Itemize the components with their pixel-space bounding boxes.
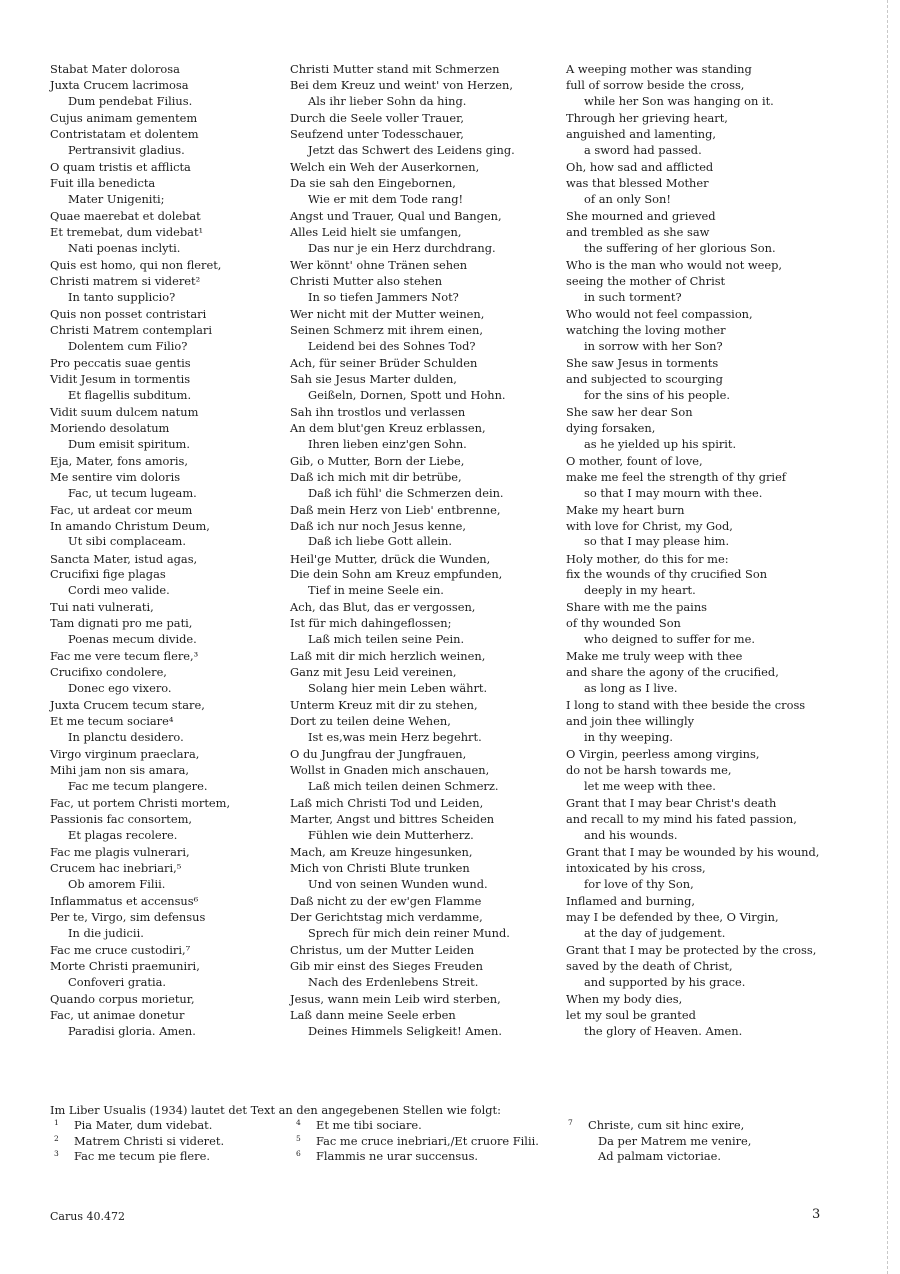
footnote-column-1 [54, 1118, 224, 1164]
latin-stanza [50, 62, 278, 110]
german-verse-line: Christi Mutter also stehen [290, 273, 443, 288]
german-verse-line: Ist es,was mein Herz begehrt. [308, 730, 482, 745]
english-verse-line: in sorrow with her Son? [584, 338, 723, 353]
english-stanza [566, 503, 866, 551]
german-verse-line: Solang hier mein Leben währt. [308, 681, 488, 696]
english-verse-line: so that I may mourn with thee. [584, 485, 763, 500]
english-verse-line: Inflamed and burning, [566, 894, 696, 909]
english-verse-line: deeply in my heart. [584, 583, 696, 598]
german-verse-line: Welch ein Weh der Auserkornen, [290, 159, 480, 174]
english-verse-line: fix the wounds of thy crucified Son [566, 567, 768, 582]
latin-verse-line: Quae maerebat et dolebat [50, 208, 201, 223]
latin-verse-line: Fuit illa benedicta [50, 175, 156, 190]
english-stanza [566, 600, 866, 648]
german-verse-line: Der Gerichtstag mich verdamme, [290, 910, 483, 925]
latin-verse-line: Et me tecum sociare⁴ [50, 714, 174, 729]
german-verse-line: Nach des Erdenlebens Streit. [308, 975, 479, 990]
english-verse-line: and share the agony of the crucified, [566, 665, 779, 680]
english-verse-line: seeing the mother of Christ [566, 273, 726, 288]
english-stanza [566, 307, 866, 355]
english-stanza [566, 405, 866, 453]
english-verse-line: at the day of judgement. [584, 926, 726, 941]
german-verse-line: Mach, am Kreuze hingesunken, [290, 845, 473, 860]
latin-verse-line: Donec ego vixero. [68, 681, 172, 696]
english-verse-line: Who is the man who would not weep, [566, 257, 783, 272]
latin-verse-line: Moriendo desolatum [50, 420, 170, 435]
english-verse-line: while her Son was hanging on it. [584, 93, 774, 108]
footnote-text: Fac me tecum pie flere. [74, 1149, 210, 1164]
latin-verse-line: Tui nati vulnerati, [50, 600, 154, 615]
footnote [54, 1118, 224, 1133]
german-verse-line: Gib mir einst des Sieges Freuden [290, 959, 483, 974]
english-verse-line: may I be defended by thee, O Virgin, [566, 910, 779, 925]
german-verse-line: Alles Leid hielt sie umfangen, [290, 224, 462, 239]
latin-verse-line: Et flagellis subditum. [68, 387, 192, 402]
footnotes-intro: Im Liber Usualis (1934) lautet det Text an den angegebenen Stellen wie folgt: [50, 1103, 501, 1117]
footnote [296, 1134, 539, 1149]
german-stanza [290, 307, 552, 355]
english-verse-line: so that I may please him. [584, 534, 730, 549]
latin-verse-line: Cujus animam gementem [50, 110, 198, 125]
german-stanza [290, 845, 552, 893]
english-verse-line: and subjected to scourging [566, 371, 723, 386]
english-verse-line: who deigned to suffer for me. [584, 632, 755, 647]
german-text-column [290, 62, 552, 1041]
english-verse-line: intoxicated by his cross, [566, 861, 706, 876]
german-verse-line: Sah sie Jesus Marter dulden, [290, 371, 457, 386]
latin-stanza [50, 258, 278, 306]
english-verse-line: Grant that I may be protected by the cross, [566, 943, 817, 958]
latin-verse-line: Juxta Crucem lacrimosa [50, 77, 189, 92]
german-verse-line: Dort zu teilen deine Wehen, [290, 714, 451, 729]
footnote-column-2 [296, 1118, 539, 1164]
german-verse-line: Ach, für seiner Brüder Schulden [290, 355, 478, 370]
german-verse-line: Leidend bei des Sohnes Tod? [308, 338, 476, 353]
footnote-number: 4 [296, 1118, 301, 1128]
latin-verse-line: In planctu desidero. [68, 730, 184, 745]
english-stanza [566, 894, 866, 942]
latin-verse-line: Cordi meo valide. [68, 583, 170, 598]
german-verse-line: Wer könnt' ohne Tränen sehen [290, 257, 468, 272]
german-verse-line: Daß ich liebe Gott allein. [308, 534, 452, 549]
latin-verse-line: Confoveri gratia. [68, 975, 167, 990]
latin-verse-line: In die judicii. [68, 926, 144, 941]
latin-verse-line: Dum pendebat Filius. [68, 93, 193, 108]
english-verse-line: and his wounds. [584, 828, 678, 843]
english-verse-line: was that blessed Mother [566, 175, 709, 190]
latin-verse-line: Poenas mecum divide. [68, 632, 197, 647]
latin-verse-line: Fac, ut tecum lugeam. [68, 485, 197, 500]
latin-verse-line: Passionis fac consortem, [50, 812, 193, 827]
latin-verse-line: Dolentem cum Filio? [68, 338, 188, 353]
latin-verse-line: Crucem hac inebriari,⁵ [50, 861, 182, 876]
english-verse-line: saved by the death of Christ, [566, 959, 733, 974]
german-verse-line: Mich von Christi Blute trunken [290, 861, 470, 876]
latin-verse-line: Vidit Jesum in tormentis [50, 371, 191, 386]
latin-verse-line: Fac me tecum plangere. [68, 779, 208, 794]
german-verse-line: Marter, Angst und bittres Scheiden [290, 812, 495, 827]
english-verse-line: Holy mother, do this for me: [566, 551, 729, 566]
footnote-number: 3 [54, 1149, 59, 1159]
latin-verse-line: Virgo virginum praeclara, [50, 747, 200, 762]
german-stanza [290, 747, 552, 795]
german-verse-line: Da sie sah den Eingebornen, [290, 175, 456, 190]
german-stanza [290, 160, 552, 208]
german-verse-line: Wollst in Gnaden mich anschauen, [290, 763, 490, 778]
latin-verse-line: Christi matrem si videret² [50, 273, 201, 288]
english-verse-line: in thy weeping. [584, 730, 673, 745]
german-verse-line: Und von seinen Wunden wund. [308, 877, 488, 892]
english-verse-line: a sword had passed. [584, 142, 702, 157]
page-number: 3 [812, 1207, 821, 1222]
latin-stanza [50, 992, 278, 1040]
latin-stanza [50, 600, 278, 648]
english-stanza [566, 698, 866, 746]
german-verse-line: Unterm Kreuz mit dir zu stehen, [290, 698, 478, 713]
german-verse-line: Ihren lieben einz'gen Sohn. [308, 436, 467, 451]
german-verse-line: Daß mein Herz von Lieb' entbrenne, [290, 502, 501, 517]
latin-verse-line: Mater Unigeniti; [68, 191, 165, 206]
latin-stanza [50, 796, 278, 844]
footnote-continuation: Ad palmam victoriae. [598, 1149, 722, 1164]
latin-verse-line: Fac, ut portem Christi mortem, [50, 796, 231, 811]
english-verse-line: When my body dies, [566, 992, 683, 1007]
latin-stanza [50, 307, 278, 355]
english-verse-line: of thy wounded Son [566, 616, 681, 631]
latin-verse-line: O quam tristis et afflicta [50, 159, 191, 174]
latin-verse-line: Vidit suum dulcem natum [50, 404, 199, 419]
english-verse-line: I long to stand with thee beside the cross [566, 698, 806, 713]
german-verse-line: Laß mich teilen seine Pein. [308, 632, 465, 647]
english-verse-line: Share with me the pains [566, 600, 708, 615]
footnote-number: 5 [296, 1133, 301, 1143]
german-verse-line: Das nur je ein Herz durchdrang. [308, 240, 496, 255]
english-stanza [566, 454, 866, 502]
latin-verse-line: Quando corpus morietur, [50, 992, 195, 1007]
german-verse-line: Sprech für mich dein reiner Mund. [308, 926, 510, 941]
latin-stanza [50, 209, 278, 257]
latin-verse-line: Quis non posset contristari [50, 306, 207, 321]
german-stanza [290, 111, 552, 159]
english-stanza [566, 747, 866, 795]
english-verse-line: She mourned and grieved [566, 208, 716, 223]
latin-stanza [50, 845, 278, 893]
latin-stanza [50, 747, 278, 795]
footnote-number: 6 [296, 1149, 301, 1159]
english-verse-line: the suffering of her glorious Son. [584, 240, 776, 255]
german-verse-line: Laß mich Christi Tod und Leiden, [290, 796, 484, 811]
latin-verse-line: Paradisi gloria. Amen. [68, 1024, 196, 1039]
latin-stanza [50, 552, 278, 600]
german-verse-line: O du Jungfrau der Jungfrauen, [290, 747, 467, 762]
german-verse-line: Laß dann meine Seele erben [290, 1008, 456, 1023]
english-verse-line: anguished and lamenting, [566, 126, 717, 141]
latin-verse-line: Quis est homo, qui non fleret, [50, 257, 222, 272]
english-stanza [566, 552, 866, 600]
german-stanza [290, 552, 552, 600]
english-verse-line: in such torment? [584, 289, 682, 304]
german-stanza [290, 894, 552, 942]
footnote-text: Christe, cum sit hinc exire, [588, 1118, 745, 1133]
footnotes-grid [50, 1118, 850, 1166]
latin-verse-line: Christi Matrem contemplari [50, 322, 212, 337]
footnote-text: Pia Mater, dum videbat. [74, 1118, 213, 1133]
german-stanza [290, 405, 552, 453]
german-verse-line: Ach, das Blut, das er vergossen, [290, 600, 476, 615]
latin-verse-line: Inflammatus et accensus⁶ [50, 894, 199, 909]
english-stanza [566, 943, 866, 991]
footnote [296, 1118, 539, 1133]
english-stanza [566, 160, 866, 208]
latin-verse-line: Nati poenas inclyti. [68, 240, 181, 255]
english-verse-line: for the sins of his people. [584, 387, 731, 402]
footnote-number: 1 [54, 1118, 59, 1128]
latin-text-column [50, 62, 278, 1041]
latin-verse-line: Fac me vere tecum flere,³ [50, 649, 199, 664]
english-stanza [566, 356, 866, 404]
german-verse-line: Durch die Seele voller Trauer, [290, 110, 464, 125]
german-stanza [290, 698, 552, 746]
german-stanza [290, 992, 552, 1040]
footnote-column-3 [568, 1118, 751, 1164]
german-verse-line: Daß ich fühl' die Schmerzen dein. [308, 485, 504, 500]
english-verse-line: the glory of Heaven. Amen. [584, 1024, 743, 1039]
german-verse-line: Daß ich mich mit dir betrübe, [290, 469, 462, 484]
german-verse-line: Jesus, wann mein Leib wird sterben, [290, 992, 501, 1007]
english-verse-line: let my soul be granted [566, 1008, 696, 1023]
footnote [568, 1118, 751, 1133]
latin-stanza [50, 454, 278, 502]
latin-verse-line: Ut sibi complaceam. [68, 534, 186, 549]
german-verse-line: Daß ich nur noch Jesus kenne, [290, 518, 467, 533]
german-verse-line: Tief in meine Seele ein. [308, 583, 444, 598]
latin-verse-line: Stabat Mater dolorosa [50, 62, 180, 76]
english-verse-line: and join thee willingly [566, 714, 695, 729]
german-verse-line: Seufzend unter Todesschauer, [290, 126, 464, 141]
latin-verse-line: Contristatam et dolentem [50, 126, 199, 141]
english-stanza [566, 992, 866, 1040]
latin-verse-line: Tam dignati pro me pati, [50, 616, 193, 631]
latin-verse-line: In tanto supplicio? [68, 289, 176, 304]
german-verse-line: Ist für mich dahingeflossen; [290, 616, 452, 631]
english-verse-line: O Virgin, peerless among virgins, [566, 747, 760, 762]
german-verse-line: Ganz mit Jesu Leid vereinen, [290, 665, 457, 680]
footnote-number: 7 [568, 1118, 573, 1128]
latin-stanza [50, 894, 278, 942]
latin-verse-line: Crucifixo condolere, [50, 665, 167, 680]
german-stanza [290, 796, 552, 844]
latin-verse-line: Dum emisit spiritum. [68, 436, 190, 451]
english-verse-line: and supported by his grace. [584, 975, 746, 990]
english-verse-line: dying forsaken, [566, 420, 656, 435]
german-verse-line: Christus, um der Mutter Leiden [290, 943, 475, 958]
german-verse-line: In so tiefen Jammers Not? [308, 289, 459, 304]
latin-stanza [50, 111, 278, 159]
english-verse-line: as long as I live. [584, 681, 678, 696]
english-verse-line: She saw Jesus in torments [566, 355, 719, 370]
english-verse-line: Oh, how sad and afflicted [566, 159, 714, 174]
german-stanza [290, 649, 552, 697]
german-verse-line: An dem blut'gen Kreuz erblassen, [290, 420, 486, 435]
latin-stanza [50, 405, 278, 453]
german-stanza [290, 209, 552, 257]
latin-verse-line: Fac, ut animae donetur [50, 1008, 185, 1023]
german-verse-line: Daß nicht zu der ew'gen Flamme [290, 894, 482, 909]
latin-stanza [50, 503, 278, 551]
english-verse-line: as he yielded up his spirit. [584, 436, 737, 451]
latin-verse-line: Per te, Virgo, sim defensus [50, 910, 206, 925]
latin-stanza [50, 160, 278, 208]
footnote [296, 1149, 539, 1164]
english-verse-line: and trembled as she saw [566, 224, 710, 239]
english-verse-line: let me weep with thee. [584, 779, 716, 794]
footnote-number: 2 [54, 1133, 59, 1143]
catalog-number: Carus 40.472 [50, 1210, 125, 1223]
german-stanza [290, 356, 552, 404]
german-verse-line: Geißeln, Dornen, Spott und Hohn. [308, 387, 506, 402]
german-verse-line: Laß mit dir mich herzlich weinen, [290, 649, 486, 664]
german-verse-line: Fühlen wie dein Mutterherz. [308, 828, 474, 843]
english-verse-line: Who would not feel compassion, [566, 306, 753, 321]
footnote-continuation: Da per Matrem me venire, [598, 1133, 752, 1148]
german-verse-line: Laß mich teilen deinen Schmerz. [308, 779, 499, 794]
german-stanza [290, 503, 552, 551]
latin-stanza [50, 356, 278, 404]
footnote-text: Matrem Christi si videret. [74, 1133, 225, 1148]
english-stanza [566, 796, 866, 844]
english-verse-line: full of sorrow beside the cross, [566, 77, 745, 92]
german-verse-line: Angst und Trauer, Qual und Bangen, [290, 208, 502, 223]
latin-verse-line: Crucifixi fige plagas [50, 567, 166, 582]
latin-verse-line: Fac me cruce custodiri,⁷ [50, 943, 191, 958]
english-stanza [566, 209, 866, 257]
german-stanza [290, 62, 552, 110]
german-verse-line: Wer nicht mit der Mutter weinen, [290, 306, 485, 321]
english-stanza [566, 62, 866, 110]
english-verse-line: Make me truly weep with thee [566, 649, 743, 664]
latin-stanza [50, 649, 278, 697]
english-verse-line: A weeping mother was standing [566, 62, 752, 76]
german-verse-line: Jetzt das Schwert des Leidens ging. [308, 142, 515, 157]
english-stanza [566, 258, 866, 306]
english-verse-line: of an only Son! [584, 191, 671, 206]
latin-verse-line: Eja, Mater, fons amoris, [50, 453, 188, 468]
footnotes [50, 1103, 850, 1166]
german-stanza [290, 943, 552, 991]
english-verse-line: Through her grieving heart, [566, 110, 728, 125]
english-verse-line: for love of thy Son, [584, 877, 694, 892]
latin-verse-line: Me sentire vim doloris [50, 469, 181, 484]
latin-verse-line: Mihi jam non sis amara, [50, 763, 189, 778]
latin-verse-line: Fac, ut ardeat cor meum [50, 502, 193, 517]
footnote-text: Et me tibi sociare. [316, 1118, 422, 1133]
german-verse-line: Heil'ge Mutter, drück die Wunden, [290, 551, 491, 566]
german-verse-line: Gib, o Mutter, Born der Liebe, [290, 453, 465, 468]
latin-stanza [50, 943, 278, 991]
german-verse-line: Bei dem Kreuz und weint' von Herzen, [290, 77, 513, 92]
footnote [54, 1134, 224, 1149]
footnote-text: Fac me cruce inebriari,/Et cruore Filii. [316, 1133, 539, 1148]
latin-verse-line: Sancta Mater, istud agas, [50, 551, 198, 566]
latin-verse-line: Pertransivit gladius. [68, 142, 185, 157]
english-verse-line: She saw her dear Son [566, 404, 693, 419]
english-verse-line: Make my heart burn [566, 502, 685, 517]
footnote-text: Flammis ne urar succensus. [316, 1149, 479, 1164]
german-verse-line: Christi Mutter stand mit Schmerzen [290, 62, 500, 76]
latin-verse-line: Et plagas recolere. [68, 828, 178, 843]
english-stanza [566, 845, 866, 893]
latin-verse-line: Pro peccatis suae gentis [50, 355, 191, 370]
german-verse-line: Seinen Schmerz mit ihrem einen, [290, 322, 483, 337]
latin-verse-line: Juxta Crucem tecum stare, [50, 698, 205, 713]
german-verse-line: Deines Himmels Seligkeit! Amen. [308, 1024, 502, 1039]
latin-verse-line: Et tremebat, dum videbat¹ [50, 224, 204, 239]
german-stanza [290, 258, 552, 306]
english-verse-line: Grant that I may bear Christ's death [566, 796, 777, 811]
german-verse-line: Die dein Sohn am Kreuz empfunden, [290, 567, 503, 582]
german-verse-line: Als ihr lieber Sohn da hing. [308, 93, 467, 108]
german-verse-line: Sah ihn trostlos und verlassen [290, 404, 466, 419]
english-verse-line: make me feel the strength of thy grief [566, 469, 787, 484]
german-stanza [290, 600, 552, 648]
english-stanza [566, 111, 866, 159]
latin-verse-line: In amando Christum Deum, [50, 518, 210, 533]
footnote [54, 1149, 224, 1164]
latin-verse-line: Morte Christi praemuniri, [50, 959, 200, 974]
english-verse-line: watching the loving mother [566, 322, 726, 337]
english-verse-line: Grant that I may be wounded by his wound, [566, 845, 820, 860]
english-verse-line: O mother, fount of love, [566, 453, 703, 468]
english-stanza [566, 649, 866, 697]
english-verse-line: do not be harsh towards me, [566, 763, 732, 778]
german-verse-line: Wie er mit dem Tode rang! [308, 191, 464, 206]
latin-verse-line: Fac me plagis vulnerari, [50, 845, 190, 860]
english-verse-line: and recall to my mind his fated passion, [566, 812, 797, 827]
latin-stanza [50, 698, 278, 746]
latin-verse-line: Ob amorem Filii. [68, 877, 166, 892]
english-verse-line: with love for Christ, my God, [566, 518, 733, 533]
english-text-column [566, 62, 866, 1041]
german-stanza [290, 454, 552, 502]
